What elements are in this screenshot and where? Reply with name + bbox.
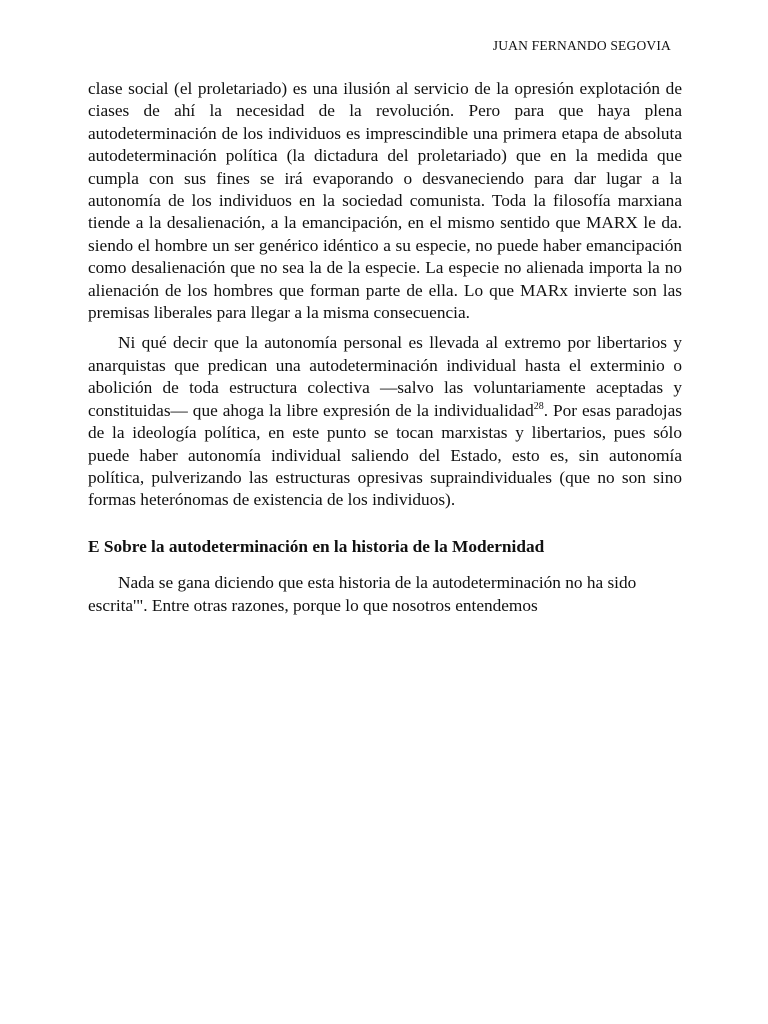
paragraph-gap [88, 324, 682, 332]
paragraph-text-before-note: Ni qué decir que la autonomía personal es llevada al extremo por libertarios y anarquistas que predican una autodeterminación individual hasta el exterminio o abolición de toda estructura colectiva —salvo las voluntariamente aceptadas y constituidas— que ahoga la libre expresión de la individualidad [88, 333, 682, 420]
section-gap [88, 512, 682, 536]
running-header: JUAN FERNANDO SEGOVIA [492, 38, 671, 53]
paragraph-marx-emancipation: clase social (el proletariado) es una ilusión al servicio de la opresión explotación de ciases de ahí la necesidad de la revolución. Pero para que haya plena autodeterminación de los individuos es imprescindible una primera etapa de absoluta autodeterminación política (la dictadura del proletariado) que en la medida que cumpla con sus fines se irá evaporando o desvaneciendo para dar lugar a la autonomía de los individuos en la sociedad comunista. Toda la filosofía marxiana tiende a la desalienación, a la emancipación, en el mismo sentido que MARX le da. siendo el hombre un ser genérico idéntico a su especie, no puede haber emancipación como desalienación que no sea la de la especie. La especie no alienada importa la no alienación de los hombres que forman parte de ella. Lo que MARx invierte son las premisas liberales para llegar a la misma consecuencia. [88, 79, 682, 323]
body-text [88, 78, 682, 617]
heading-gap [88, 558, 682, 572]
paragraph-text-after-note: . Por esas paradojas de la ideología política, en este punto se tocan marxistas y libertarios, pues sólo puede haber autonomía individual saliendo del Estado, esto es, sin autonomía política, pulverizando las estructuras opresivas supraindividuales (que no son sino formas heterónomas de existencia de los individuos). [88, 400, 682, 510]
paragraph-libertarian-autonomy [88, 332, 682, 511]
section-heading: E Sobre la autodeterminación en la historia de la Modernidad [88, 536, 545, 556]
footnote-reference[interactable]: 28 [533, 400, 544, 412]
paragraph-history-autodetermination: Nada se gana diciendo que esta historia de la autodeterminación no ha sido escrita'". Entre otras razones, porque lo que nosotros entendemos [88, 573, 637, 615]
